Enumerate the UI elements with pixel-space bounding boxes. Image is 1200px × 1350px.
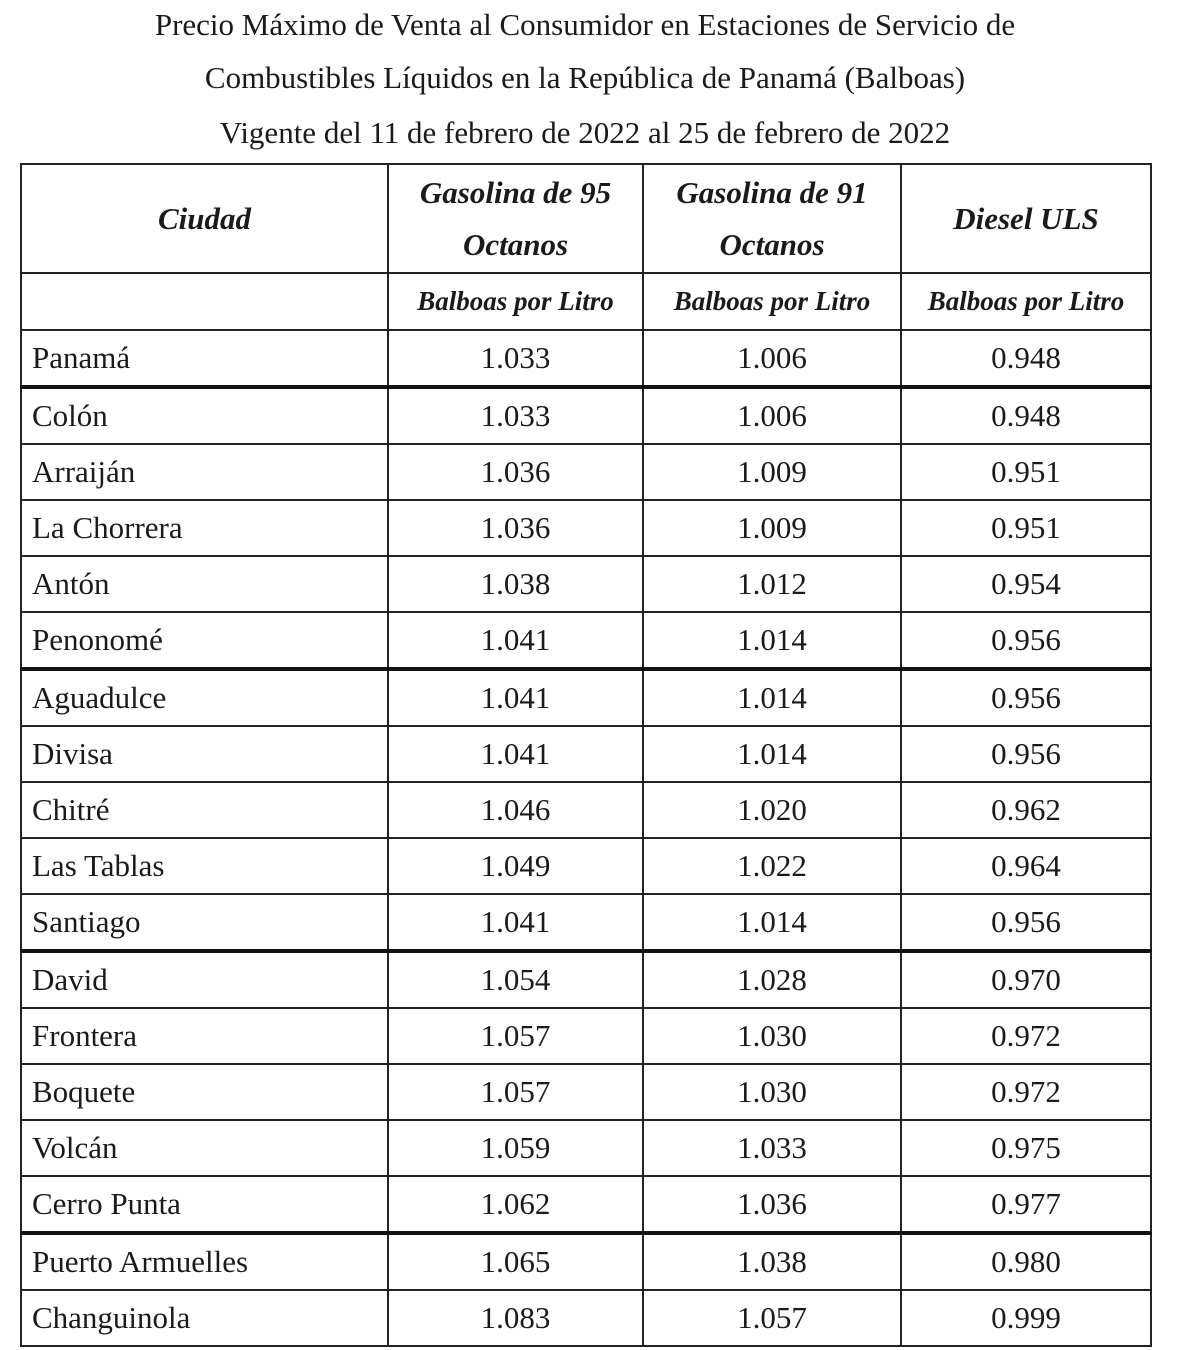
gasoline-95-price: 1.041	[388, 612, 643, 669]
unit-gasoline-95: Balboas por Litro	[388, 273, 643, 330]
table-row	[21, 726, 1151, 782]
city-cell: Penonomé	[21, 612, 388, 669]
diesel-price: 0.962	[901, 782, 1151, 838]
city-cell: Arraiján	[21, 444, 388, 500]
gasoline-95-price: 1.033	[388, 387, 643, 444]
city-cell: David	[21, 951, 388, 1008]
gasoline-95-price: 1.041	[388, 726, 643, 782]
document-title	[0, 0, 1170, 157]
city-cell: Antón	[21, 556, 388, 612]
table-row	[21, 387, 1151, 444]
gasoline-91-price: 1.020	[643, 782, 901, 838]
table-row	[21, 444, 1151, 500]
gasoline-95-price: 1.036	[388, 500, 643, 556]
gasoline-95-price: 1.046	[388, 782, 643, 838]
gasoline-91-price: 1.028	[643, 951, 901, 1008]
city-cell: Aguadulce	[21, 669, 388, 726]
gasoline-95-price: 1.036	[388, 444, 643, 500]
city-cell: Puerto Armuelles	[21, 1233, 388, 1290]
gasoline-91-price: 1.057	[643, 1290, 901, 1346]
diesel-price: 0.956	[901, 894, 1151, 951]
unit-gasoline-91: Balboas por Litro	[643, 273, 901, 330]
city-cell: Santiago	[21, 894, 388, 951]
header-gasoline-91: Gasolina de 91 Octanos	[643, 164, 901, 273]
table-header-row	[21, 164, 1151, 273]
header-diesel: Diesel ULS	[901, 164, 1151, 273]
gasoline-95-price: 1.083	[388, 1290, 643, 1346]
gasoline-95-price: 1.059	[388, 1120, 643, 1176]
gasoline-91-price: 1.030	[643, 1008, 901, 1064]
gasoline-91-price: 1.030	[643, 1064, 901, 1120]
city-cell: Boquete	[21, 1064, 388, 1120]
gasoline-91-price: 1.014	[643, 894, 901, 951]
table-row	[21, 1064, 1151, 1120]
title-line-2: Combustibles Líquidos en la República de Panamá (Balboas)	[204, 60, 966, 95]
city-cell: Panamá	[21, 330, 388, 387]
city-cell: Chitré	[21, 782, 388, 838]
diesel-price: 0.948	[901, 330, 1151, 387]
gasoline-91-price: 1.014	[643, 726, 901, 782]
gasoline-91-price: 1.014	[643, 612, 901, 669]
city-cell: Changuinola	[21, 1290, 388, 1346]
gasoline-91-price: 1.038	[643, 1233, 901, 1290]
header-gasoline-95: Gasolina de 95 Octanos	[388, 164, 643, 273]
gasoline-91-price: 1.022	[643, 838, 901, 894]
diesel-price: 0.972	[901, 1008, 1151, 1064]
table-units-row	[21, 273, 1151, 330]
gasoline-95-price: 1.057	[388, 1064, 643, 1120]
table-row	[21, 556, 1151, 612]
diesel-price: 0.954	[901, 556, 1151, 612]
gasoline-95-price: 1.041	[388, 894, 643, 951]
table-row	[21, 1120, 1151, 1176]
city-cell: Divisa	[21, 726, 388, 782]
table-row	[21, 951, 1151, 1008]
gasoline-91-price: 1.009	[643, 444, 901, 500]
table-row	[21, 782, 1151, 838]
gasoline-95-price: 1.041	[388, 669, 643, 726]
gasoline-91-price: 1.033	[643, 1120, 901, 1176]
diesel-price: 0.964	[901, 838, 1151, 894]
gasoline-91-price: 1.006	[643, 387, 901, 444]
table-row	[21, 1233, 1151, 1290]
city-cell: Frontera	[21, 1008, 388, 1064]
gasoline-95-price: 1.057	[388, 1008, 643, 1064]
table-row	[21, 894, 1151, 951]
title-line-1: Precio Máximo de Venta al Consumidor en Estaciones de Servicio de	[154, 7, 1016, 42]
table-row	[21, 500, 1151, 556]
city-cell: La Chorrera	[21, 500, 388, 556]
header-city: Ciudad	[21, 164, 388, 273]
unit-diesel: Balboas por Litro	[901, 273, 1151, 330]
table-row	[21, 838, 1151, 894]
gasoline-95-price: 1.054	[388, 951, 643, 1008]
diesel-price: 0.956	[901, 669, 1151, 726]
table-row	[21, 669, 1151, 726]
city-cell: Volcán	[21, 1120, 388, 1176]
gasoline-91-price: 1.012	[643, 556, 901, 612]
gasoline-91-price: 1.036	[643, 1176, 901, 1233]
validity-period: Vigente del 11 de febrero de 2022 al 25 de febrero de 2022	[219, 115, 951, 150]
diesel-price: 0.951	[901, 444, 1151, 500]
diesel-price: 0.999	[901, 1290, 1151, 1346]
table-row	[21, 612, 1151, 669]
diesel-price: 0.972	[901, 1064, 1151, 1120]
diesel-price: 0.951	[901, 500, 1151, 556]
city-cell: Colón	[21, 387, 388, 444]
gasoline-95-price: 1.049	[388, 838, 643, 894]
city-cell: Las Tablas	[21, 838, 388, 894]
diesel-price: 0.975	[901, 1120, 1151, 1176]
table-row	[21, 330, 1151, 387]
diesel-price: 0.956	[901, 612, 1151, 669]
gasoline-91-price: 1.014	[643, 669, 901, 726]
diesel-price: 0.970	[901, 951, 1151, 1008]
city-cell: Cerro Punta	[21, 1176, 388, 1233]
table-row	[21, 1176, 1151, 1233]
gasoline-91-price: 1.009	[643, 500, 901, 556]
diesel-price: 0.948	[901, 387, 1151, 444]
gasoline-95-price: 1.062	[388, 1176, 643, 1233]
gasoline-95-price: 1.065	[388, 1233, 643, 1290]
gasoline-91-price: 1.006	[643, 330, 901, 387]
fuel-price-table	[20, 163, 1152, 1347]
diesel-price: 0.956	[901, 726, 1151, 782]
table-row	[21, 1008, 1151, 1064]
diesel-price: 0.977	[901, 1176, 1151, 1233]
gasoline-95-price: 1.038	[388, 556, 643, 612]
unit-city	[21, 273, 388, 330]
diesel-price: 0.980	[901, 1233, 1151, 1290]
table-row	[21, 1290, 1151, 1346]
gasoline-95-price: 1.033	[388, 330, 643, 387]
